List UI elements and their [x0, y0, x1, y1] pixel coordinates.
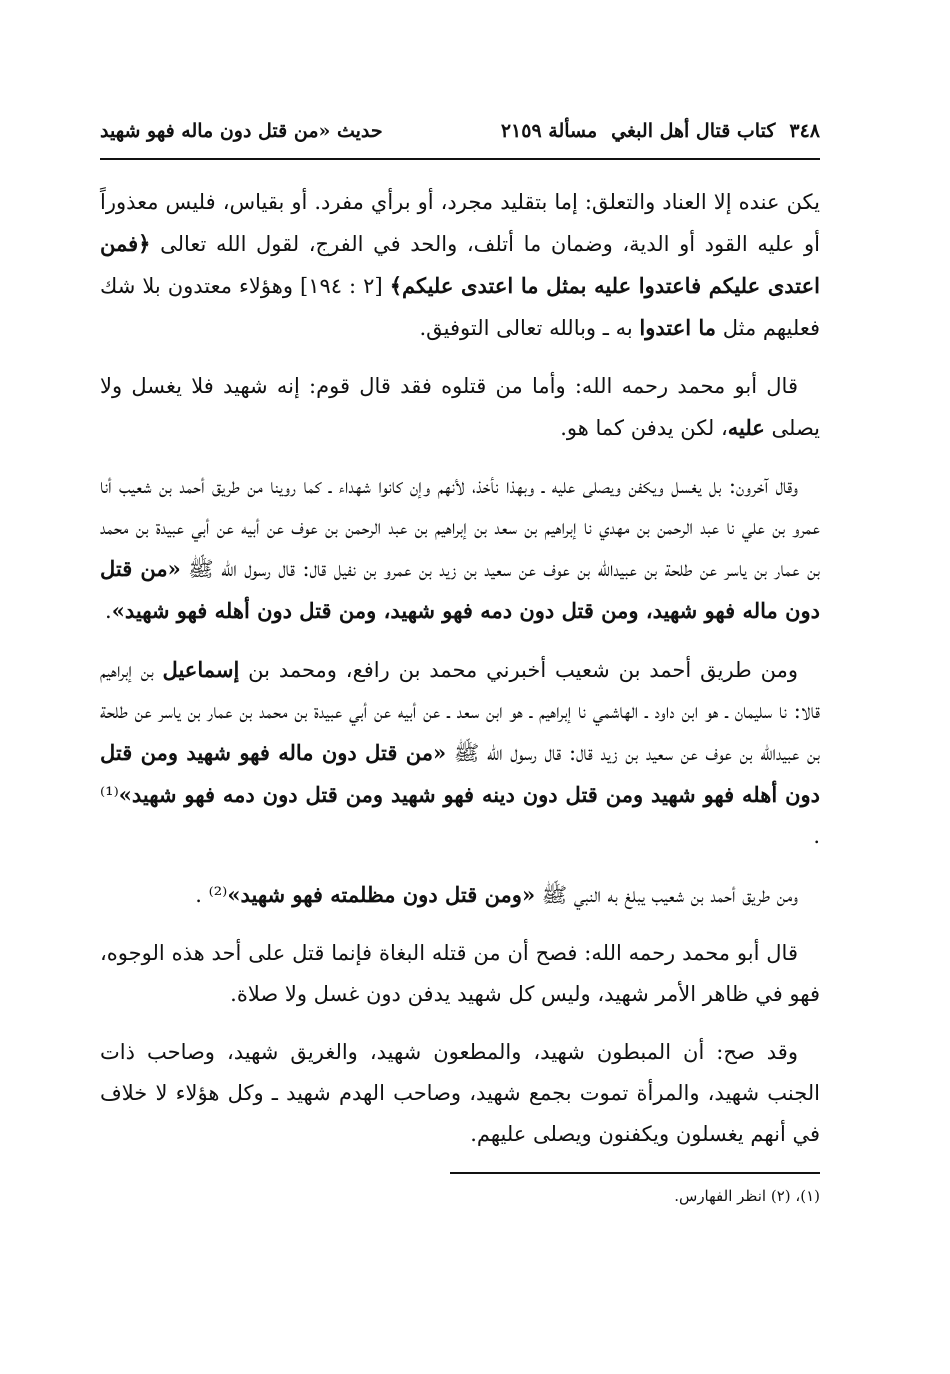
paragraph: [100, 933, 820, 1015]
text-segment: [٢ : ١٩٤] وهؤلاء معتدون بلا شك فعليهم مثل: [100, 274, 820, 340]
paragraph: [100, 1032, 820, 1155]
text-segment: قال أبو محمد رحمه الله: وأما من قتلوه فقد قال قوم: إنه شهيد فلا يغسل ولا يصلى: [100, 374, 820, 440]
text-segment: وقال آخرون: بل يغسل ويكفن ويصلى عليه ـ وبهذا نأخذ، لأنهم وإن كانوا شهداء ـ كما روينا من طريق أحمد بن شعيب أنا عمرو بن علي نا عبد الرحمن بن مهدي نا إبراهيم بن سعد بن إبراهيم بن عبد الرحمن بن عوف عن أبيه عن أبي عبيدة بن محمد بن عمار بن ياسر عن طلحة بن عبيدالله بن عوف عن سعيد بن زيد بن عمرو بن نفيل قال: قال رسول الله ﷺ: [100, 474, 820, 581]
text-segment: .: [105, 599, 112, 623]
book-title: كتاب قتال أهل البغي: [611, 120, 776, 142]
running-header: [100, 118, 820, 160]
footnote-divider: [450, 1172, 820, 1174]
paragraph: [100, 649, 820, 857]
text-segment: ⁽¹⁾ .: [100, 783, 820, 848]
bold-text-segment: عليه: [727, 415, 765, 440]
header-right: [501, 118, 820, 144]
hadith-title: حديث «من قتل دون ماله فهو شهيد: [100, 120, 383, 142]
issue-number: مسألة ٢١٥٩: [500, 120, 598, 142]
paragraph: [100, 182, 820, 349]
bold-text-segment: ﴿فمن اعتدى عليكم فاعتدوا عليه بمثل ما اعتدى عليكم﴾: [100, 231, 820, 298]
bold-text-segment: «ومن قتل دون مظلمته فهو شهيد»: [227, 882, 536, 907]
bold-text-segment: «من قتل دون ماله فهو شهيد ومن قتل دون أهله فهو شهيد ومن قتل دون دينه فهو شهيد ومن قتل دون دمه فهو شهيد»: [100, 740, 820, 807]
text-segment: قال أبو محمد رحمه الله: فصح أن من قتله البغاة فإنما قتل على أحد هذه الوجوه، فهو في ظاهر الأمر شهيد، وليس كل شهيد يدفن دون غسل ولا صلاة.: [100, 941, 820, 1006]
paragraph: [100, 366, 820, 449]
bold-text-segment: ما اعتدوا: [639, 315, 717, 340]
bold-text-segment: إسماعيل: [162, 657, 240, 682]
text-segment: ومن طريق أحمد بن شعيب أخبرني محمد بن رافع، ومحمد بن: [239, 658, 798, 682]
text-segment: بن إبراهيم قالا: نا سليمان ـ هو ابن داود ـ الهاشمي نا إبراهيم ـ هو ابن سعد ـ عن أبيه عن أبي عبيدة بن محمد بن عمار بن ياسر عن طلحة بن عبيدالله بن عوف عن سعيد بن زيد قال: قال رسول الله ﷺ: [100, 658, 820, 765]
footnotes: [100, 1184, 820, 1208]
text-segment: به ـ وبالله تعالى التوفيق.: [419, 316, 640, 340]
book-page: [100, 118, 820, 1208]
paragraph: [100, 466, 820, 632]
text-segment: ، لكن يدفن كما هو.: [560, 416, 728, 440]
text-segment: يكن عنده إلا العناد والتعلق: إما بتقليد مجرد، أو برأي مفرد. أو بقياس، فليس معذوراً أو عليه القود أو الدية، وضمان ما أتلف، والحد في الفرج، لقول الله تعالى: [100, 190, 820, 256]
paragraph: [100, 874, 820, 916]
text-segment: ومن طريق أحمد بن شعيب يبلغ به النبي ﷺ: [535, 883, 798, 907]
text-segment: وقد صح: أن المبطون شهيد، والمطعون شهيد، والغريق شهيد، وصاحب ذات الجنب شهيد، والمرأة تموت بجمع شهيد، وصاحب الهدم شهيد ـ وكل هؤلاء لا خلاف في أنهم يغسلون ويكفنون ويصلى عليهم.: [100, 1040, 820, 1146]
page-number: ٣٤٨: [789, 120, 820, 142]
footnote-text: (١)، (٢) انظر الفهارس.: [674, 1187, 820, 1205]
page-body: [100, 182, 820, 1155]
bold-text-segment: «من قتل دون ماله فهو شهيد، ومن قتل دون دمه فهو شهيد، ومن قتل دون أهله فهو شهيد»: [100, 556, 820, 623]
text-segment: ⁽²⁾ .: [195, 883, 228, 907]
